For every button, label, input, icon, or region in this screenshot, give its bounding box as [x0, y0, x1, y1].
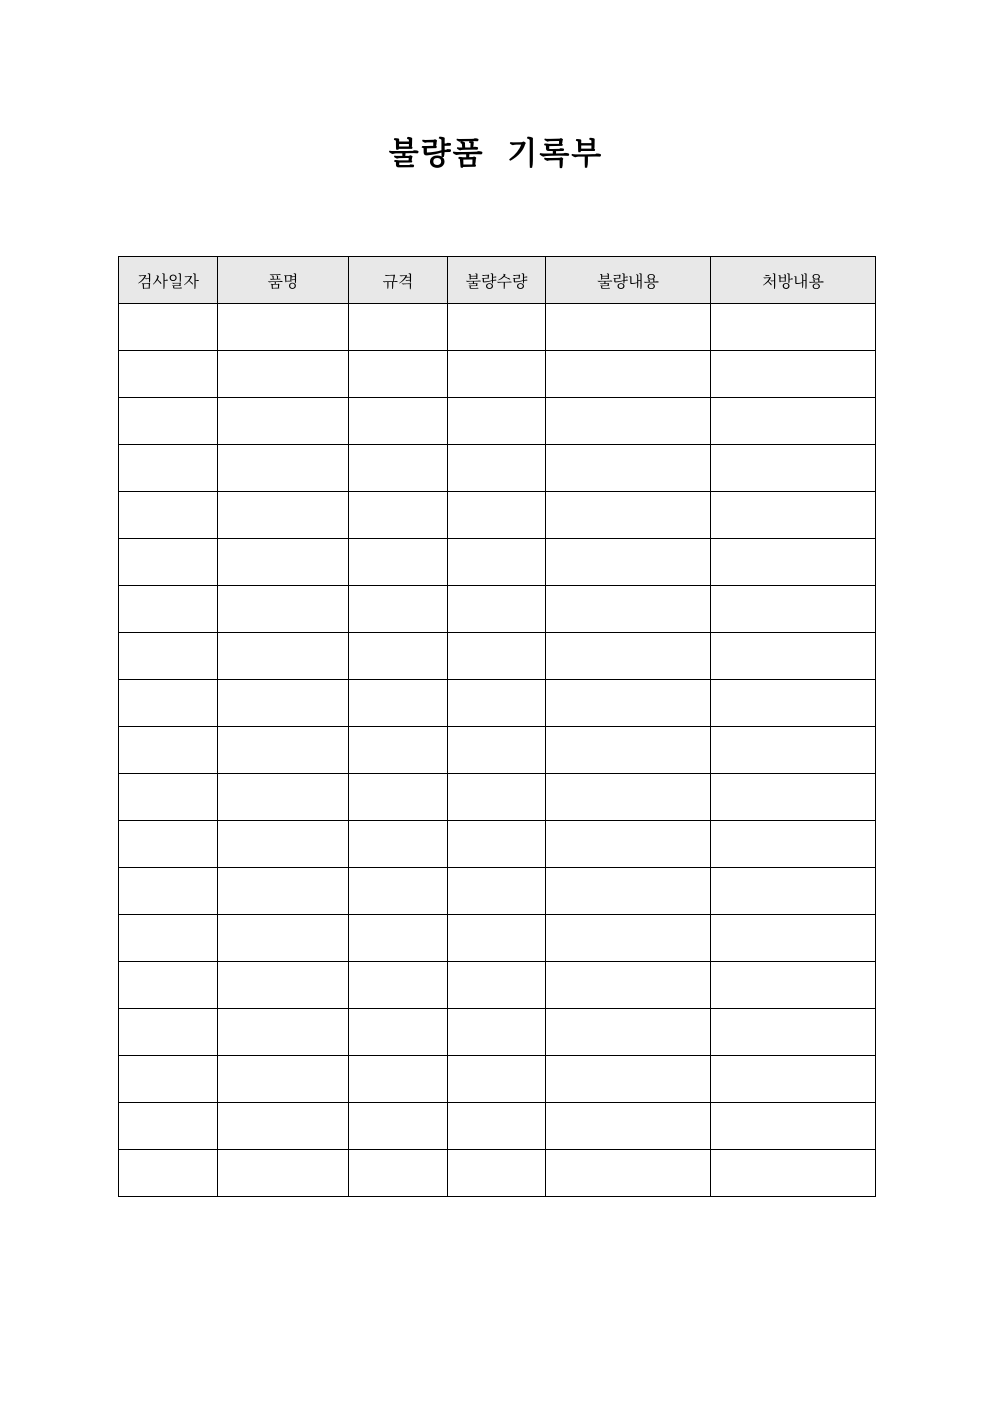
cell-inspection-date[interactable]	[119, 680, 218, 727]
cell-action-details[interactable]	[711, 398, 876, 445]
cell-inspection-date[interactable]	[119, 539, 218, 586]
table-row	[119, 1009, 876, 1056]
cell-product-name[interactable]	[218, 539, 349, 586]
cell-specification[interactable]	[349, 1150, 448, 1197]
cell-defect-quantity[interactable]	[448, 868, 546, 915]
cell-defect-quantity[interactable]	[448, 539, 546, 586]
cell-specification[interactable]	[349, 351, 448, 398]
cell-specification[interactable]	[349, 915, 448, 962]
table-row	[119, 1150, 876, 1197]
cell-defect-quantity[interactable]	[448, 398, 546, 445]
cell-defect-quantity[interactable]	[448, 774, 546, 821]
cell-action-details[interactable]	[711, 915, 876, 962]
cell-action-details[interactable]	[711, 351, 876, 398]
header-defect-details: 불량내용	[546, 257, 711, 304]
cell-action-details[interactable]	[711, 1009, 876, 1056]
table-row	[119, 868, 876, 915]
cell-inspection-date[interactable]	[119, 1103, 218, 1150]
cell-defect-details[interactable]	[546, 821, 711, 868]
table-row	[119, 915, 876, 962]
cell-specification[interactable]	[349, 445, 448, 492]
cell-action-details[interactable]	[711, 539, 876, 586]
cell-defect-details[interactable]	[546, 586, 711, 633]
cell-defect-quantity[interactable]	[448, 962, 546, 1009]
cell-defect-details[interactable]	[546, 868, 711, 915]
header-product-name: 품명	[218, 257, 349, 304]
cell-defect-quantity[interactable]	[448, 445, 546, 492]
cell-product-name[interactable]	[218, 727, 349, 774]
cell-defect-details[interactable]	[546, 727, 711, 774]
cell-defect-details[interactable]	[546, 492, 711, 539]
cell-inspection-date[interactable]	[119, 962, 218, 1009]
table-row	[119, 304, 876, 351]
cell-action-details[interactable]	[711, 962, 876, 1009]
page-title: 불량품 기록부	[388, 136, 604, 172]
cell-defect-quantity[interactable]	[448, 492, 546, 539]
cell-action-details[interactable]	[711, 1056, 876, 1103]
cell-defect-details[interactable]	[546, 774, 711, 821]
defect-record-table	[118, 256, 876, 1197]
cell-specification[interactable]	[349, 1103, 448, 1150]
header-defect-quantity: 불량수량	[448, 257, 546, 304]
cell-action-details[interactable]	[711, 727, 876, 774]
cell-defect-details[interactable]	[546, 539, 711, 586]
cell-product-name[interactable]	[218, 962, 349, 1009]
cell-specification[interactable]	[349, 398, 448, 445]
cell-defect-quantity[interactable]	[448, 633, 546, 680]
cell-product-name[interactable]	[218, 445, 349, 492]
cell-product-name[interactable]	[218, 1103, 349, 1150]
cell-specification[interactable]	[349, 1009, 448, 1056]
table-row	[119, 539, 876, 586]
table-row	[119, 1056, 876, 1103]
cell-inspection-date[interactable]	[119, 351, 218, 398]
cell-defect-details[interactable]	[546, 351, 711, 398]
cell-action-details[interactable]	[711, 680, 876, 727]
header-inspection-date: 검사일자	[119, 257, 218, 304]
cell-inspection-date[interactable]	[119, 727, 218, 774]
cell-defect-quantity[interactable]	[448, 1150, 546, 1197]
cell-product-name[interactable]	[218, 492, 349, 539]
cell-defect-quantity[interactable]	[448, 727, 546, 774]
cell-specification[interactable]	[349, 492, 448, 539]
cell-specification[interactable]	[349, 727, 448, 774]
cell-product-name[interactable]	[218, 351, 349, 398]
cell-inspection-date[interactable]	[119, 304, 218, 351]
header-specification: 규격	[349, 257, 448, 304]
cell-inspection-date[interactable]	[119, 821, 218, 868]
cell-defect-quantity[interactable]	[448, 915, 546, 962]
cell-defect-quantity[interactable]	[448, 1056, 546, 1103]
cell-inspection-date[interactable]	[119, 633, 218, 680]
table-row	[119, 821, 876, 868]
cell-inspection-date[interactable]	[119, 586, 218, 633]
cell-specification[interactable]	[349, 633, 448, 680]
table-row	[119, 492, 876, 539]
cell-inspection-date[interactable]	[119, 1009, 218, 1056]
cell-defect-quantity[interactable]	[448, 586, 546, 633]
cell-specification[interactable]	[349, 774, 448, 821]
cell-product-name[interactable]	[218, 1056, 349, 1103]
cell-specification[interactable]	[349, 821, 448, 868]
cell-action-details[interactable]	[711, 868, 876, 915]
cell-inspection-date[interactable]	[119, 445, 218, 492]
table-row	[119, 398, 876, 445]
cell-product-name[interactable]	[218, 915, 349, 962]
cell-product-name[interactable]	[218, 821, 349, 868]
cell-defect-details[interactable]	[546, 398, 711, 445]
cell-specification[interactable]	[349, 680, 448, 727]
cell-specification[interactable]	[349, 304, 448, 351]
cell-action-details[interactable]	[711, 492, 876, 539]
table-row	[119, 351, 876, 398]
cell-inspection-date[interactable]	[119, 492, 218, 539]
cell-product-name[interactable]	[218, 680, 349, 727]
cell-product-name[interactable]	[218, 304, 349, 351]
cell-specification[interactable]	[349, 539, 448, 586]
table-row	[119, 586, 876, 633]
cell-action-details[interactable]	[711, 586, 876, 633]
cell-action-details[interactable]	[711, 304, 876, 351]
cell-defect-details[interactable]	[546, 1009, 711, 1056]
cell-action-details[interactable]	[711, 445, 876, 492]
cell-inspection-date[interactable]	[119, 398, 218, 445]
cell-action-details[interactable]	[711, 1103, 876, 1150]
cell-product-name[interactable]	[218, 586, 349, 633]
cell-inspection-date[interactable]	[119, 915, 218, 962]
cell-defect-details[interactable]	[546, 1056, 711, 1103]
cell-inspection-date[interactable]	[119, 774, 218, 821]
table-row	[119, 633, 876, 680]
table-header-row	[119, 257, 876, 304]
cell-defect-details[interactable]	[546, 1150, 711, 1197]
cell-action-details[interactable]	[711, 774, 876, 821]
cell-defect-details[interactable]	[546, 1103, 711, 1150]
table-body	[119, 304, 876, 1197]
cell-defect-quantity[interactable]	[448, 351, 546, 398]
cell-action-details[interactable]	[711, 633, 876, 680]
cell-action-details[interactable]	[711, 1150, 876, 1197]
cell-specification[interactable]	[349, 868, 448, 915]
table-row	[119, 445, 876, 492]
cell-inspection-date[interactable]	[119, 1056, 218, 1103]
cell-defect-details[interactable]	[546, 680, 711, 727]
cell-defect-quantity[interactable]	[448, 821, 546, 868]
cell-specification[interactable]	[349, 962, 448, 1009]
cell-product-name[interactable]	[218, 868, 349, 915]
header-action-details: 처방내용	[711, 257, 876, 304]
table-row	[119, 1103, 876, 1150]
cell-defect-quantity[interactable]	[448, 1103, 546, 1150]
cell-product-name[interactable]	[218, 398, 349, 445]
cell-product-name[interactable]	[218, 774, 349, 821]
cell-defect-quantity[interactable]	[448, 680, 546, 727]
table-row	[119, 680, 876, 727]
cell-action-details[interactable]	[711, 821, 876, 868]
cell-product-name[interactable]	[218, 1009, 349, 1056]
cell-product-name[interactable]	[218, 633, 349, 680]
table-row	[119, 962, 876, 1009]
cell-defect-details[interactable]	[546, 962, 711, 1009]
cell-defect-details[interactable]	[546, 445, 711, 492]
cell-defect-quantity[interactable]	[448, 304, 546, 351]
cell-inspection-date[interactable]	[119, 868, 218, 915]
cell-inspection-date[interactable]	[119, 1150, 218, 1197]
cell-defect-details[interactable]	[546, 633, 711, 680]
cell-product-name[interactable]	[218, 1150, 349, 1197]
table-row	[119, 727, 876, 774]
cell-specification[interactable]	[349, 586, 448, 633]
cell-specification[interactable]	[349, 1056, 448, 1103]
table-row	[119, 774, 876, 821]
cell-defect-details[interactable]	[546, 304, 711, 351]
cell-defect-quantity[interactable]	[448, 1009, 546, 1056]
cell-defect-details[interactable]	[546, 915, 711, 962]
